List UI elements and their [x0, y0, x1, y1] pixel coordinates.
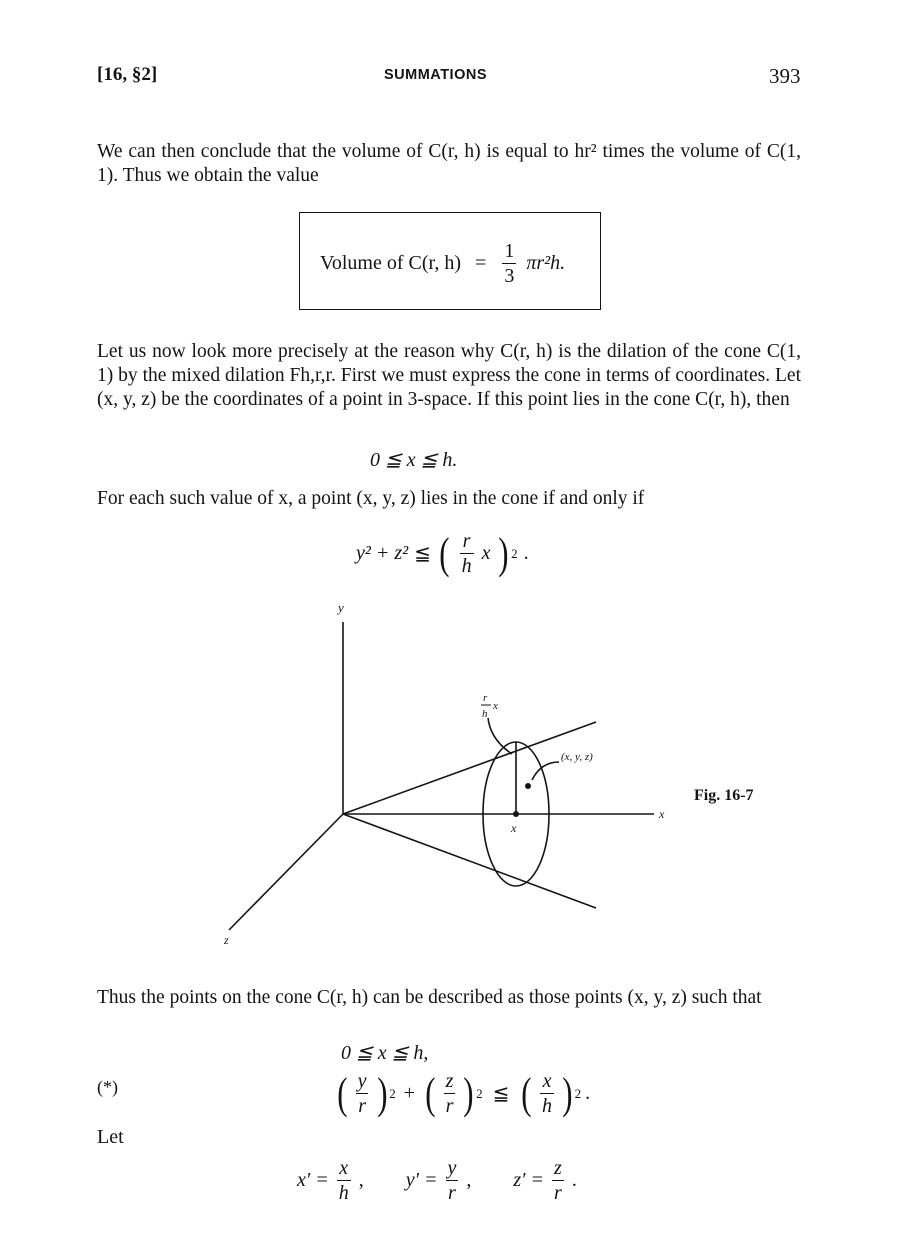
sep-1: , — [358, 1169, 364, 1191]
sep-2: , — [466, 1169, 472, 1191]
z-axis — [229, 814, 343, 930]
paragraph-2: Let us now look more precisely at the reason why C(r, h) is the dilation of the cone C(1, 1) by the mixed dilation Fh,r,r. First we must express the cone in terms of coordinates. Let (x, y, z) be the coordinates of a point in 3-space. If this point lies in the cone C(r, h), then — [97, 341, 801, 410]
cone-inequality-end: . — [523, 542, 529, 564]
inequality-range-x-2: 0 ≦ x ≦ h, — [341, 1042, 429, 1064]
exponent-1: 2 — [389, 1085, 396, 1101]
inequality-range-x: 0 ≦ x ≦ h. — [370, 449, 458, 471]
relation-sign: ≦ — [492, 1083, 510, 1105]
volume-label: Volume of C(r, h) — [320, 252, 462, 274]
radius-label-num: r — [483, 692, 488, 704]
point-dot — [525, 783, 531, 789]
x-over-h-sub: $\frac{x}{h}$ — [338, 1157, 349, 1204]
axis-x-label: x — [659, 807, 665, 821]
point-label: (x, y, z) — [561, 751, 593, 763]
volume-rhs: πr²h. — [526, 252, 566, 274]
cone-bottom-edge — [343, 814, 596, 908]
paragraph-1: We can then conclude that the volume of C(r, h) is equal to hr² times the volume of C(1, 1). Thus we obtain the value — [97, 141, 801, 186]
cone-figure — [0, 590, 898, 960]
center-x-label: x — [511, 821, 517, 835]
exponent-3: 2 — [574, 1085, 582, 1101]
exponent-2: 2 — [476, 1085, 483, 1101]
one-third-fraction: $\frac{1}{3}$ — [504, 240, 515, 287]
cone-inequality-lhs: y² + z² — [356, 542, 409, 564]
axis-y-label: y — [338, 600, 344, 615]
radius-label-den: h — [482, 708, 488, 720]
cone-inequality: y² + z² ≦ ( $\frac{r}{h}$ x ) 2 . — [356, 529, 529, 578]
header-running-title: SUMMATIONS — [384, 67, 488, 83]
axis-z-label: z — [224, 933, 229, 947]
radius-label-var: x — [493, 700, 498, 712]
inequality-end: . — [585, 1082, 591, 1104]
equals-sign: = — [475, 252, 487, 274]
figure-caption: Fig. 16-7 — [694, 787, 754, 804]
plus-sign: + — [403, 1082, 415, 1104]
y-over-r-fraction: $\frac{y}{r}$ — [357, 1070, 367, 1117]
cone-top-edge — [343, 722, 596, 814]
paragraph-3: For each such value of x, a point (x, y, z) lies in the cone if and only if — [97, 488, 645, 509]
point-pointer — [532, 762, 559, 780]
center-dot — [513, 811, 519, 817]
substitutions — [297, 1158, 577, 1203]
z-over-r-sub: $\frac{z}{r}$ — [554, 1157, 562, 1204]
let-word: Let — [97, 1126, 124, 1148]
cone-inequality-var: x — [481, 542, 491, 564]
equation-star-label: (*) — [97, 1077, 118, 1097]
y-prime-lhs: y′ = — [405, 1169, 438, 1191]
y-over-r-sub: $\frac{y}{r}$ — [447, 1157, 457, 1204]
x-over-h-fraction: $\frac{x}{h}$ — [542, 1070, 553, 1117]
x-prime-lhs: x′ = — [297, 1169, 329, 1191]
boxed-formula — [299, 212, 601, 310]
page-number: 393 — [769, 64, 801, 88]
header-section-ref: [16, §2] — [97, 64, 158, 85]
normalized-cone-inequality: ( $\frac{y}{r}$ ) 2 + ( $\frac{z}{r}$ ) 2 ≦ ( $\frac{x}{h}$ ) 2 . — [337, 1069, 591, 1118]
z-prime-lhs: z′ = — [513, 1169, 545, 1191]
z-over-r-fraction: $\frac{z}{r}$ — [445, 1070, 454, 1117]
sep-3: . — [571, 1169, 577, 1191]
cone-inequality-exponent: 2 — [511, 545, 518, 561]
r-over-h-fraction: $\frac{r}{h}$ — [461, 530, 472, 577]
paragraph-4: Thus the points on the cone C(r, h) can be described as those points (x, y, z) such that — [97, 987, 762, 1008]
cone-inequality-relation: ≦ — [414, 543, 431, 565]
radius-pointer — [488, 718, 512, 754]
